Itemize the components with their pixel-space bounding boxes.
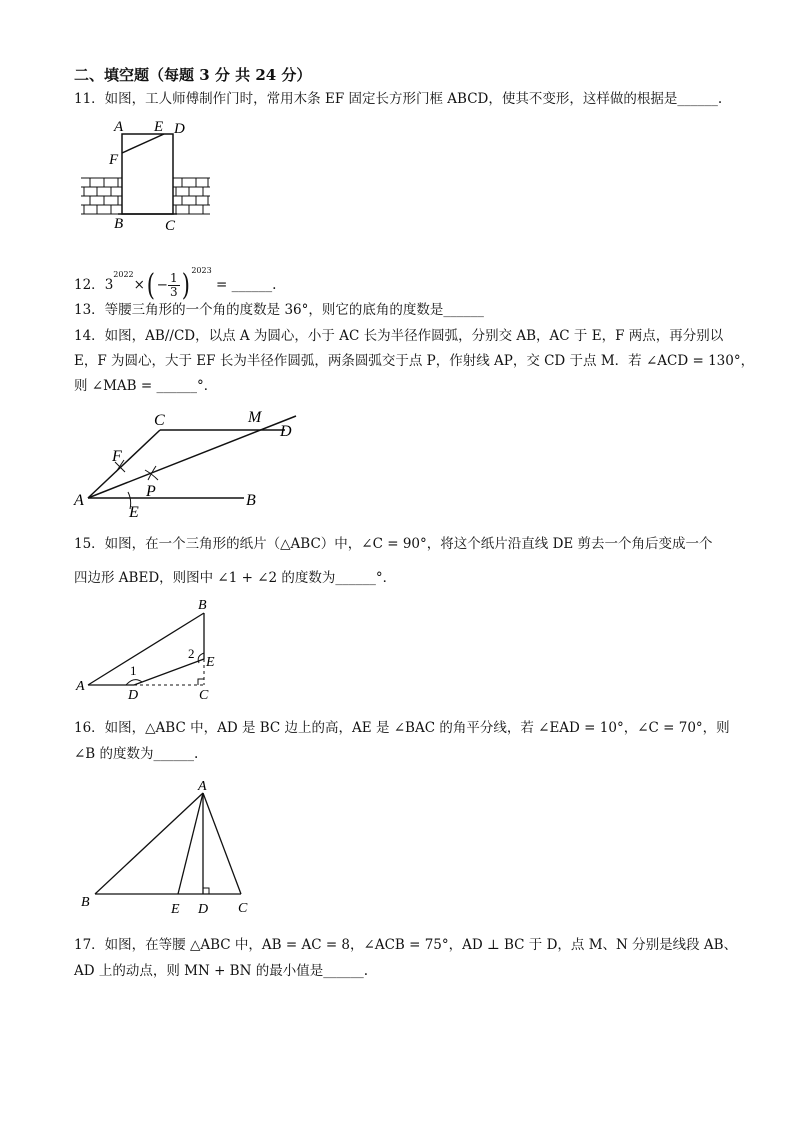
- label-angle-2: 2: [188, 646, 195, 661]
- question-14-line2: E，F 为圆心，大于 EF 长为半径作圆弧，两条圆弧交于点 P，作射线 AP，交 CD 于点 M．若 ∠ACD = 130°，: [74, 353, 755, 369]
- question-17-line2: AD 上的动点，则 MN + BN 的最小值是______.: [74, 963, 369, 979]
- segment-ac: [203, 793, 241, 894]
- label-e: E: [171, 902, 180, 917]
- question-12-text: 12．$3^{2022}\times$( − $\frac{1}{3}$ ) $^{2023}$ = ______.: [74, 266, 277, 303]
- segment-ab: [88, 613, 204, 685]
- brick-wall-left: [81, 178, 122, 214]
- question-15-line1: 15．如图，在一个三角形的纸片（△ABC）中，∠C = 90°，将这个纸片沿直线 DE 剪去一个角后变成一个: [74, 536, 713, 552]
- q12-exp1: 2022: [113, 270, 134, 279]
- label-b: B: [198, 598, 207, 613]
- label-b: B: [246, 492, 256, 509]
- right-angle-mark: [198, 679, 204, 685]
- label-a: A: [74, 492, 84, 509]
- label-c: C: [199, 688, 209, 703]
- label-a: A: [76, 679, 85, 694]
- question-15-line2: 四边形 ABED，则图中 ∠1 + ∠2 的度数为______°．: [74, 570, 397, 586]
- segment-ab: [95, 793, 203, 894]
- label-e: E: [154, 119, 164, 135]
- label-e: E: [206, 655, 215, 670]
- label-b: B: [81, 895, 90, 910]
- label-c: C: [238, 901, 248, 916]
- label-a: A: [198, 779, 207, 794]
- question-11-text: 11．如图，工人师傅制作门时，常用木条 EF 固定长方形门框 ABCD，使其不变形，这样做的根据是______.: [74, 91, 723, 107]
- question-14-line3: 则 ∠MAB = ______°．: [74, 378, 218, 394]
- label-a: A: [114, 119, 124, 135]
- right-angle-mark: [203, 888, 209, 894]
- label-d: D: [280, 423, 292, 440]
- question-14-line1: 14．如图，AB//CD，以点 A 为圆心，小于 AC 长为半径作圆弧，分别交 AB，AC 于 E，F 两点，再分别以: [74, 328, 724, 344]
- q12-answer-tail: = ______.: [216, 277, 277, 293]
- q12-times: ×: [133, 277, 145, 293]
- label-d: D: [198, 902, 209, 917]
- label-b: B: [114, 216, 124, 232]
- q12-fraction: $\frac{1}{3}$: [169, 271, 178, 299]
- section-title: 二、填空题（每题 3 分 共 24 分）: [74, 66, 312, 84]
- figure-q11-door-frame: [76, 116, 216, 234]
- q12-base: 3: [104, 277, 114, 293]
- label-e: E: [129, 504, 139, 521]
- label-c: C: [154, 412, 165, 429]
- label-d: D: [174, 121, 185, 137]
- door-frame-abcd: [122, 134, 173, 214]
- label-d: D: [128, 688, 139, 703]
- question-16-line1: 16．如图，△ABC 中，AD 是 BC 边上的高，AE 是 ∠BAC 的角平分线，若 ∠EAD = 10°，∠C = 70°，则: [74, 720, 730, 736]
- figure-q15-triangle: [74, 596, 234, 703]
- q12-exp2: 2023: [191, 266, 212, 275]
- label-f: F: [112, 448, 122, 465]
- brick-wall-right: [173, 178, 210, 214]
- segment-de: [134, 659, 204, 685]
- figure-q14-parallel-lines: [72, 408, 312, 523]
- label-c: C: [165, 218, 176, 234]
- label-f: F: [109, 152, 119, 168]
- label-p: P: [146, 483, 156, 500]
- figure-q16-triangle: [76, 780, 256, 915]
- q12-minus: −: [156, 277, 168, 293]
- label-angle-1: 1: [130, 663, 137, 678]
- question-13-text: 13．等腰三角形的一个角的度数是 36°，则它的底角的度数是______: [74, 302, 484, 318]
- q12-number: 12．: [74, 277, 105, 293]
- segment-ae: [178, 793, 203, 894]
- label-m: M: [248, 409, 262, 426]
- question-17-line1: 17．如图，在等腰 △ABC 中，AB = AC = 8，∠ACB = 75°，AD ⊥ BC 于 D，点 M、N 分别是线段 AB、: [74, 937, 738, 953]
- question-16-line2: ∠B 的度数为______.: [74, 746, 199, 762]
